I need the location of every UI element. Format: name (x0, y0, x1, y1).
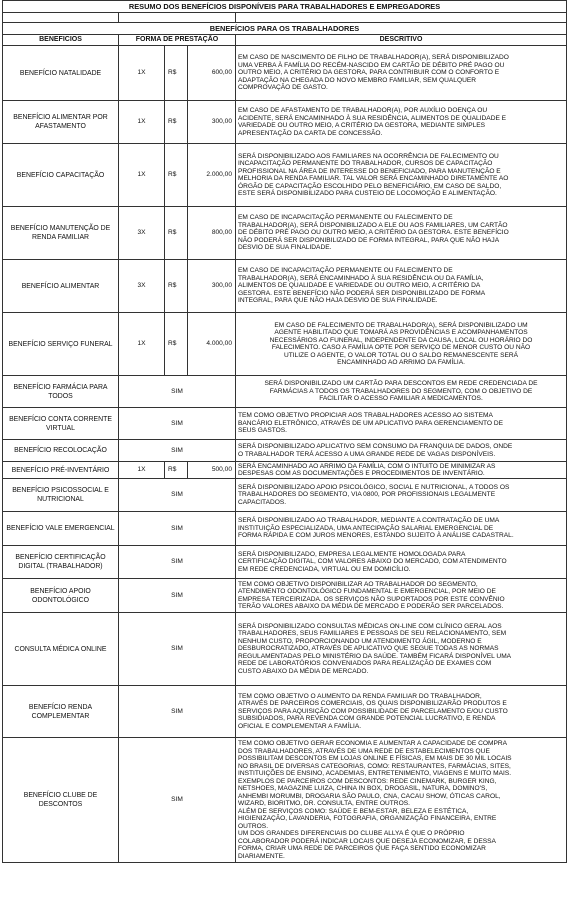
blank-cell (3, 13, 119, 23)
benefit-description: EM CASO DE INCAPACITAÇÃO PERMANENTE OU FALECIMENTO DE TRABALHADOR(A), SERÁ ENCAMINHADO À SUA RESIDÊNCIA OU DA FAMÍLIA, ALIMENTOS DE QUALIDADE E VARIEDADE OU OUTRO MEIO, A CRITÉRIO DA GESTORA. ESTE BENEFÍCIO NÃO PODERÁ SER DISPONIBILIZADO DE FORMA INTEGRAL, PARA QUE NÃO HAJA DESVIO DE SUA FINALIDADE. (236, 260, 567, 313)
benefit-description: EM CASO DE INCAPACITAÇÃO PERMANENTE OU FALECIMENTO DE TRABALHADOR(A), SERÁ DISPONIBILIZADO A ELE OU AOS FAMILIARES, UM CARTÃO DE DÉBITO PRÉ PAGO OU OUTRO MEIO, A CRITÉRIO DA GESTORA. ESTE BENEFÍCIO NÃO PODERÁ SER DISPONIBILIZADO DE FORMA INTEGRAL, PARA QUE NÃO HAJA DESVIO DE SUA FINALIDADE. (236, 207, 567, 260)
column-header-row (3, 35, 567, 46)
benefit-name: BENEFÍCIO CONTA CORRENTE VIRTUAL (3, 408, 119, 440)
blank-cell (236, 13, 567, 23)
benefit-row (3, 512, 567, 546)
benefit-form: SIM (119, 546, 236, 579)
benefit-form: SIM (119, 512, 236, 546)
benefit-row (3, 207, 567, 260)
benefit-row (3, 579, 567, 613)
benefit-currency: R$ (165, 260, 188, 313)
benefit-quantity: 1X (119, 313, 165, 376)
benefit-quantity: 1X (119, 101, 165, 144)
benefit-currency: R$ (165, 46, 188, 101)
benefit-name: BENEFÍCIO CLUBE DE DESCONTOS (3, 738, 119, 863)
benefit-row (3, 546, 567, 579)
benefit-description: EM CASO DE AFASTAMENTO DE TRABALHADOR(A), POR AUXÍLIO DOENÇA OU ACIDENTE, SERÁ ENCAMINHADO À SUA RESIDÊNCIA, ALIMENTOS DE QUALIDADE E VARIEDADE OU OUTRO MEIO, A CRITÉRIO DA GESTORA, MEDIANTE SIMPLES APRESENTAÇÃO DA CARTA DE CONCESSÃO. (236, 101, 567, 144)
column-header-form: FORMA DE PRESTAÇÃO (119, 35, 236, 46)
benefit-form: SIM (119, 579, 236, 613)
benefit-row (3, 462, 567, 479)
benefit-value: 300,00 (188, 260, 236, 313)
benefit-name: BENEFÍCIO ALIMENTAR POR AFASTAMENTO (3, 101, 119, 144)
benefit-form: SIM (119, 738, 236, 863)
benefit-description: SERÁ DISPONIBILIZADO APOIO PSICOLÓGICO, SOCIAL E NUTRICIONAL, A TODOS OS TRABALHADORES DO SEGMENTO, VIA 0800, POR PROFISSIONAIS LEGALMENTE CAPACITADOS. (236, 479, 567, 512)
summary-title: RESUMO DOS BENEFÍCIOS DISPONÍVEIS PARA TRABALHADORES E EMPREGADORES (3, 1, 567, 13)
benefit-description: TEM COMO OBJETIVO PROPICIAR AOS TRABALHADORES ACESSO AO SISTEMA BANCÁRIO ELETRÔNICO, ATRAVÉS DE UM APLICATIVO PARA GERENCIAMENTO DE SEUS GASTOS. (236, 408, 567, 440)
benefit-description: TEM COMO OBJETIVO GERAR ECONOMIA E AUMENTAR A CAPACIDADE DE COMPRA DOS TRABALHADORES, ATRAVÉS DE UMA REDE DE ESTABELECIMENTOS QUE POSSIBILITAM DESCONTOS EM LOJAS ONLINE E FÍSICAS, EM MAIS DE 30 MIL LOCAIS NO BRASIL DE DIVERSAS CATEGORIAS, COMO: RESTAURANTES, FARMÁCIAS, SITES, INSTITUIÇÕES DE ENSINO, ACADEMIAS, ENTRETENIMENTO, VIAGENS E MUITO MAIS. EXEMPLOS DE PARCEIROS COM DESCONTOS: REDE CINEMARK, BURGER KING, NETSHOES, MAGAZINE LUIZA, CHINA IN BOX, DROGASIL, NATURA, DOMINO'S, ANHEMBI MORUMBI, DROGARIA SÃO PAULO, CNA, CACAU SHOW, ÓTICAS CAROL, WIZARD, BIORITMO, DR. CONSULTA, ENTRE OUTROS. ALÉM DE SERVIÇOS COMO: SAÚDE E BEM-ESTAR, BELEZA E ESTÉTICA, HIGIENIZAÇÃO, LAVANDERIA, FOTOGRAFIA, ORGANIZAÇÃO FINANCEIRA, ENTRE OUTROS. UM DOS GRANDES DIFERENCIAIS DO CLUBE ALLYA É QUE O PRÓPRIO COLABORADOR PODERÁ INDICAR LOCAIS QUE DESEJA ECONOMIZAR, E DESSA FORMA, CRIAR UMA REDE DE PARCEIROS QUE FAÇA SENTIDO ECONOMIZAR DIARIAMENTE. (236, 738, 567, 863)
benefit-row (3, 144, 567, 207)
benefit-form: SIM (119, 613, 236, 686)
benefit-name: BENEFÍCIO PSICOSSOCIAL E NUTRICIONAL (3, 479, 119, 512)
benefit-name: CONSULTA MÉDICA ONLINE (3, 613, 119, 686)
benefit-row (3, 408, 567, 440)
benefit-description: SERÁ DISPONIBILIZADO UM CARTÃO PARA DESCONTOS EM REDE CREDENCIADA DE FARMÁCIAS A TODOS OS TRABALHADORES DO SEGMENTO, COM O OBJETIVO DE FACILITAR O ACESSO FAMILIAR A MEDICAMENTOS. (236, 376, 567, 408)
benefit-quantity: 3X (119, 260, 165, 313)
blank-cell (119, 13, 236, 23)
benefit-row (3, 260, 567, 313)
benefit-quantity: 3X (119, 207, 165, 260)
benefit-name: BENEFÍCIO APOIO ODONTOLÓGICO (3, 579, 119, 613)
benefit-quantity: 1X (119, 462, 165, 479)
benefit-currency: R$ (165, 101, 188, 144)
benefit-form: SIM (119, 440, 236, 462)
benefit-row (3, 376, 567, 408)
benefit-value: 2.000,00 (188, 144, 236, 207)
benefit-form: SIM (119, 686, 236, 738)
benefit-description: SERÁ DISPONIBILIZADO CONSULTAS MÉDICAS ON-LINE COM CLÍNICO GERAL AOS TRABALHADORES, SEUS FAMILIARES E PESSOAS DE SEU RELACIONAMENTO, SEM NENHUM CUSTO, PROPORCIONANDO UM ATENDIMENTO ÁGIL, MODERNO E DESBUROCRATIZADO, ATRAVÉS DE APLICATIVO QUE SEGUE TODAS AS NORMAS REGULAMENTADAS PELO MINISTÉRIO DA SAÚDE. TAMBÉM FICARÁ DISPONÍVEL UMA REDE DE LABORATÓRIOS CONVENIADOS PARA REALIZAÇÃO DE EXAMES COM CUSTO ABAIXO DA MÉDIA DE MERCADO. (236, 613, 567, 686)
benefit-value: 500,00 (188, 462, 236, 479)
benefit-description: TEM COMO OBJETIVO DISPONIBILIZAR AO TRABALHADOR DO SEGMENTO, ATENDIMENTO ODONTOLÓGICO FUNDAMENTAL E EMERGENCIAL, POR MEIO DE EMPRESA TERCEIRIZADA. OS SERVIÇOS NÃO SUPORTADOS POR ESTE CONVÊNIO TERÃO VALORES ABAIXO DA MÉDIA DE MERCADO E PODERÃO SER PARCELADOS. (236, 579, 567, 613)
benefit-value: 800,00 (188, 207, 236, 260)
benefit-name: BENEFÍCIO NATALIDADE (3, 46, 119, 101)
benefit-description: SERÁ DISPONIBILIZADO, EMPRESA LEGALMENTE HOMOLOGADA PARA CERTIFICAÇÃO DIGITAL, COM VALORES ABAIXO DO MERCADO, COM ATENDIMENTO EM REDE CREDENCIADA, VIRTUAL OU EM DOMICÍLIO. (236, 546, 567, 579)
benefit-currency: R$ (165, 144, 188, 207)
section-title: BENEFÍCIOS PARA OS TRABALHADORES (3, 23, 567, 35)
benefit-row (3, 313, 567, 376)
benefit-form: SIM (119, 479, 236, 512)
summary-title-row (3, 1, 567, 13)
benefit-row (3, 46, 567, 101)
benefit-quantity: 1X (119, 144, 165, 207)
benefit-form: SIM (119, 376, 236, 408)
section-title-row (3, 23, 567, 35)
benefit-description: SERÁ DISPONIBILIZADO APLICATIVO SEM CONSUMO DA FRANQUIA DE DADOS, ONDE O TRABALHADOR TERÁ ACESSO A UMA GRANDE REDE DE VAGAS DISPONÍVEIS. (236, 440, 567, 462)
benefit-name: BENEFÍCIO FARMÁCIA PARA TODOS (3, 376, 119, 408)
column-header-benefit: BENEFICIOS (3, 35, 119, 46)
blank-row (3, 13, 567, 23)
benefits-sheet (2, 0, 566, 863)
benefit-description: SERÁ DISPONIBILIZADO AOS FAMILIARES NA OCORRÊNCIA DE FALECIMENTO OU INCAPACITAÇÃO PERMANENTE DO TRABALHADOR, CURSOS DE CAPACITAÇÃO PROFISSIONAL NA ÁREA DE INTERESSE DO BENEFICIADO, PARA MANUTENÇÃO E MELHORIA DA RENDA FAMILIAR. TAL VALOR SERÁ ENCAMINHADO DIRETAMENTE AO ÓRGÃO DE CAPACITAÇÃO ESCOLHIDO PELO BENEFICIÁRIO, EM CASO DE SALDO, ESTE SERÁ DISPONIBILIZADO PARA CUSTEIO DE LOCOMOÇÃO E ALIMENTAÇÃO. (236, 144, 567, 207)
benefit-description: SERÁ ENCAMINHADO AO ARRIMO DA FAMÍLIA, COM O INTUITO DE MINIMIZAR AS DESPESAS COM AS DOCUMENTAÇÕES E PROCEDIMENTOS DE INVENTÁRIO. (236, 462, 567, 479)
benefit-name: BENEFÍCIO SERVIÇO FUNERAL (3, 313, 119, 376)
benefit-currency: R$ (165, 313, 188, 376)
column-header-description: DESCRITIVO (236, 35, 567, 46)
benefit-name: BENEFÍCIO CAPACITAÇÃO (3, 144, 119, 207)
benefit-name: BENEFÍCIO CERTIFICAÇÃO DIGITAL (TRABALHADOR) (3, 546, 119, 579)
benefit-name: BENEFÍCIO RECOLOCAÇÃO (3, 440, 119, 462)
benefit-row (3, 738, 567, 863)
benefit-description: SERÁ DISPONIBILIZADO AO TRABALHADOR, MEDIANTE A CONTRATAÇÃO DE UMA INSTITUIÇÃO ESPECIALIZADA, UMA ANTECIPAÇÃO SALARIAL EMERGENCIAL DE FORMA RÁPIDA E COM JUROS MENORES, ESTANDO SUJEITO À ANÁLISE CADASTRAL. (236, 512, 567, 546)
benefit-row (3, 686, 567, 738)
benefit-currency: R$ (165, 462, 188, 479)
benefit-value: 300,00 (188, 101, 236, 144)
benefit-form: SIM (119, 408, 236, 440)
benefit-name: BENEFÍCIO RENDA COMPLEMENTAR (3, 686, 119, 738)
benefit-value: 4.000,00 (188, 313, 236, 376)
benefits-table (2, 0, 567, 863)
benefit-name: BENEFÍCIO VALE EMERGENCIAL (3, 512, 119, 546)
benefit-currency: R$ (165, 207, 188, 260)
benefit-description: EM CASO DE FALECIMENTO DE TRABALHADOR(A), SERÁ DISPONIBILIZADO UM AGENTE HABILITADO QUE TOMARÁ AS PROVIDÊNCIAS E ACOMPANHAMENTOS NECESSÁRIOS AO FUNERAL, INDEPENDENTE DA CAUSA, LOCAL OU HORÁRIO DO FALECIMENTO. CASO A FAMÍLIA OPTE POR SERVIÇO DE MENOR CUSTO OU NÃO UTILIZE O AGENTE, O VALOR TOTAL OU O SALDO REMANESCENTE SERÁ ENCAMINHADO AO ARRIMO DA FAMÍLIA. (236, 313, 567, 376)
benefit-quantity: 1X (119, 46, 165, 101)
benefit-row (3, 440, 567, 462)
benefit-description: TEM COMO OBJETIVO O AUMENTO DA RENDA FAMILIAR DO TRABALHADOR, ATRAVÉS DE PARCEIROS COMERCIAIS, OS QUAIS DISPONIBILIZARÃO PRODUTOS E SERVIÇOS PARA AQUISIÇÃO COM POSSIBILIDADE DE PARCELAMENTO E/OU CUSTO SUBSIDIADOS, PARA REVENDA COM GRANDE POTENCIAL LUCRATIVO, E RENDA OFICIAL E COMPLEMENTAR A FAMÍLIA. (236, 686, 567, 738)
benefit-row (3, 613, 567, 686)
benefit-row (3, 101, 567, 144)
benefit-value: 600,00 (188, 46, 236, 101)
benefit-name: BENEFÍCIO MANUTENÇÃO DE RENDA FAMILIAR (3, 207, 119, 260)
benefit-name: BENEFÍCIO PRÉ-INVENTÁRIO (3, 462, 119, 479)
benefit-name: BENEFÍCIO ALIMENTAR (3, 260, 119, 313)
benefit-description: EM CASO DE NASCIMENTO DE FILHO DE TRABALHADOR(A), SERÁ DISPONIBILIZADO UMA VERBA À FAMÍLIA DO RECÉM-NASCIDO EM CARTÃO DE DÉBITO PRÉ PAGO OU OUTRO MEIO, A CRITÉRIO DA GESTORA, PARA CONTRIBUIR COM O CONFORTO E ADAPTAÇÃO NA CHEGADA DO NOVO MEMBRO FAMILIAR, SEM QUALQUER COMPROVAÇÃO DE GASTO. (236, 46, 567, 101)
benefit-row (3, 479, 567, 512)
